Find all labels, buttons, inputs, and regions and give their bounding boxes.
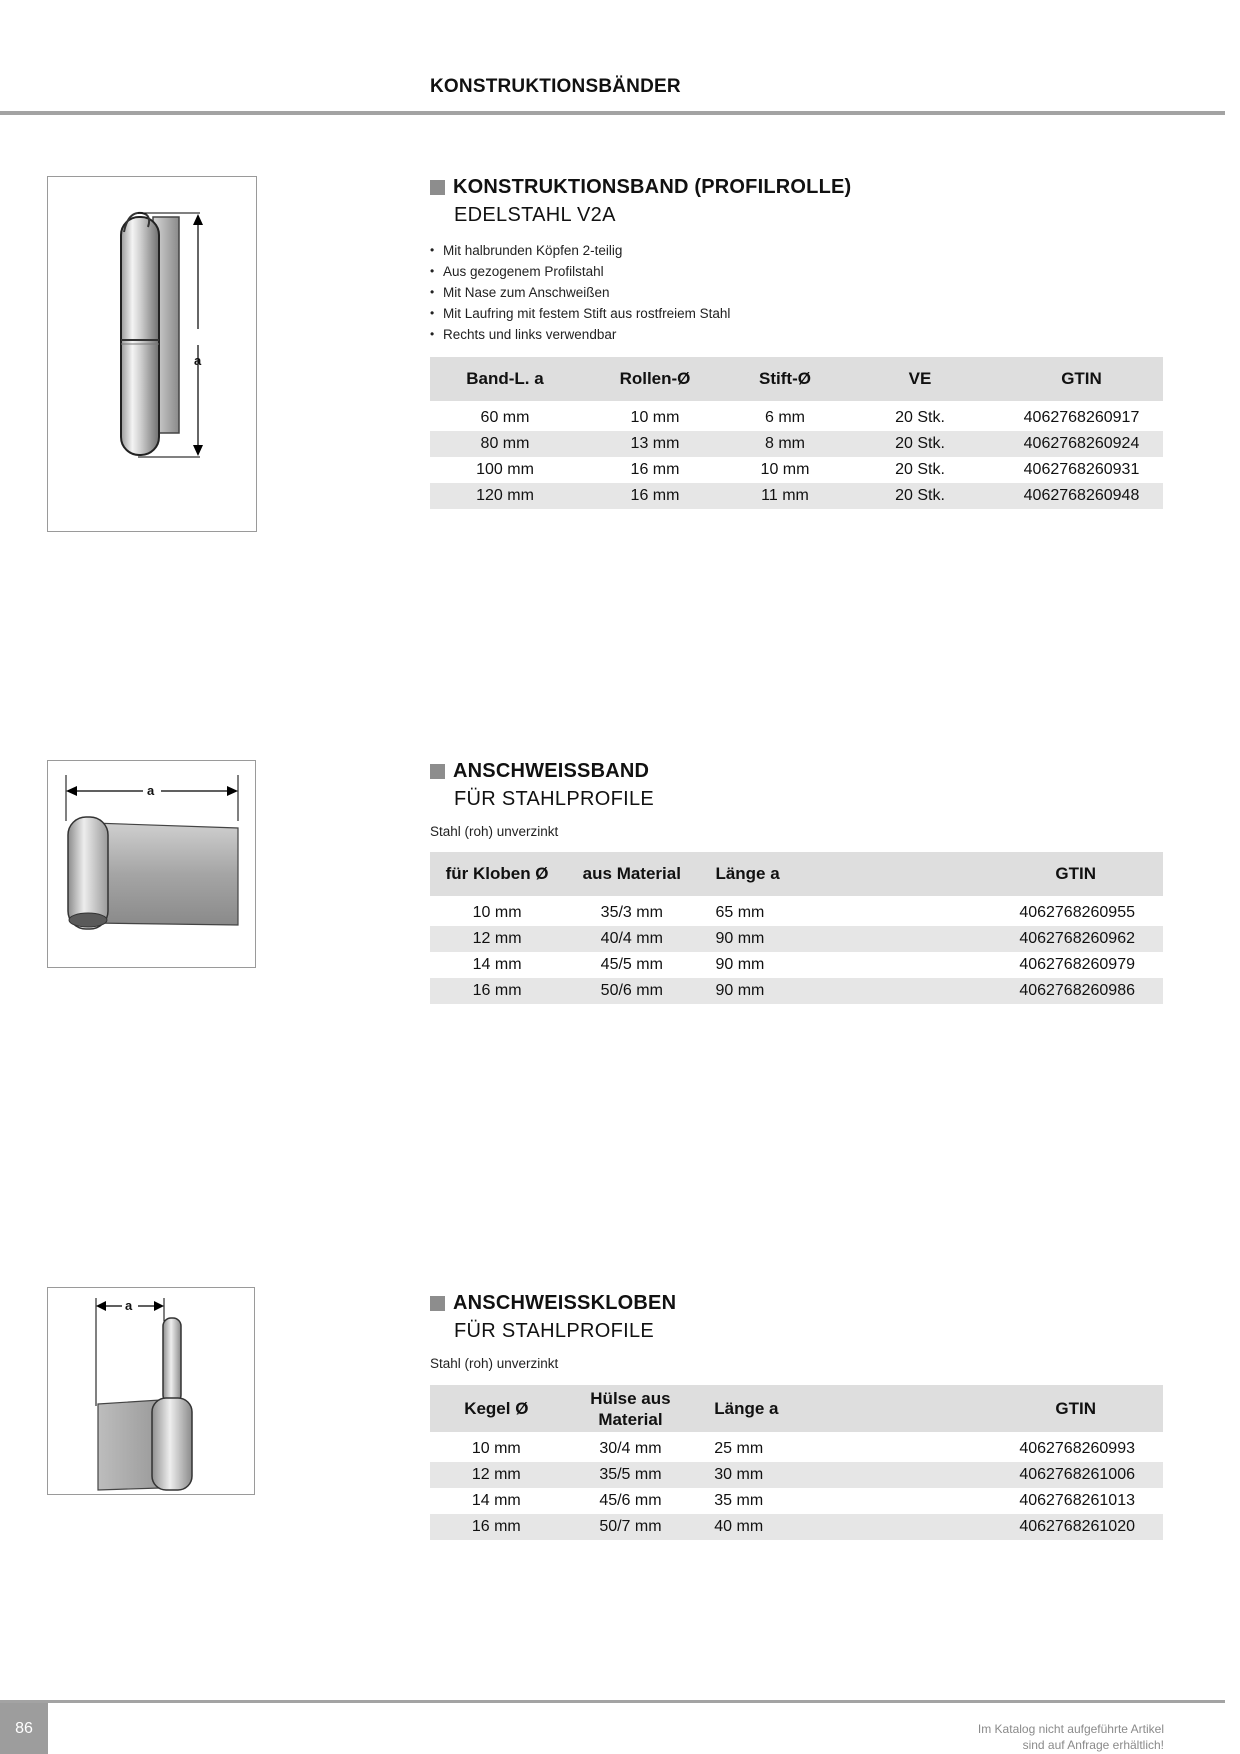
- table-cell: 8 mm: [730, 431, 840, 457]
- table-cell: 50/7 mm: [563, 1514, 699, 1540]
- list-item: • Rechts und links verwendbar: [430, 324, 1163, 345]
- section-anschweissband: [430, 757, 1163, 1004]
- header-divider: [0, 111, 1225, 115]
- table-row: [430, 1462, 1163, 1488]
- spec-table: [430, 357, 1163, 509]
- table-cell: 30 mm: [698, 1462, 814, 1488]
- column-header: Stift-Ø: [730, 357, 840, 401]
- section-anschweisskloben: [430, 1289, 1163, 1540]
- table-cell: 14 mm: [471, 1492, 521, 1509]
- product-image-konstruktionsband: [47, 176, 257, 532]
- table-cell: 4062768261020: [814, 1514, 1163, 1540]
- table-cell: 60 mm: [480, 409, 530, 426]
- column-header: Hülse aus Material: [563, 1385, 699, 1432]
- footer-note-line: Im Katalog nicht aufgeführte Artikel: [977, 1722, 1164, 1736]
- section-title: ANSCHWEISSKLOBEN: [453, 1291, 677, 1314]
- dimension-label-a: a: [125, 1298, 133, 1313]
- material-note: Stahl (roh) unverzinkt: [430, 824, 559, 839]
- table-cell: 100 mm: [476, 461, 534, 478]
- product-image-anschweissband: [47, 760, 256, 968]
- table-cell: 10 mm: [630, 409, 680, 426]
- table-cell: 120 mm: [430, 483, 580, 509]
- table-cell: 20 Stk.: [840, 483, 1000, 509]
- table-cell: 14 mm: [472, 956, 522, 973]
- table-row: [430, 926, 1163, 952]
- table-cell: 80 mm: [430, 431, 580, 457]
- section-title: ANSCHWEISSBAND: [453, 759, 650, 782]
- table-cell: 10 mm: [472, 904, 522, 921]
- table-cell: 4062768260986: [815, 978, 1163, 1004]
- table-row: [430, 431, 1163, 457]
- table-cell: 90 mm: [699, 978, 815, 1004]
- list-item: • Mit halbrunden Köpfen 2-teilig: [430, 240, 1163, 261]
- table-cell: 10 mm: [471, 1440, 521, 1457]
- table-row: [430, 952, 1163, 978]
- list-item: • Mit Laufring mit festem Stift aus rostfreiem Stahl: [430, 303, 1163, 324]
- table-cell: 35/5 mm: [563, 1462, 699, 1488]
- section-square-marker: [430, 180, 445, 195]
- spec-table: [430, 1385, 1163, 1540]
- section-konstruktionsband: [430, 173, 1163, 509]
- table-cell: 12 mm: [430, 926, 564, 952]
- material-note: Stahl (roh) unverzinkt: [430, 1356, 559, 1371]
- table-cell: 4062768261006: [814, 1462, 1163, 1488]
- table-row: [430, 405, 1163, 431]
- table-row: [430, 483, 1163, 509]
- section-subtitle: EDELSTAHL V2A: [454, 204, 616, 226]
- table-row: [430, 1436, 1163, 1462]
- column-header: GTIN: [814, 1385, 1163, 1432]
- page-number: 86: [0, 1703, 48, 1754]
- column-header: Kegel Ø: [430, 1385, 563, 1432]
- table-cell: 4062768261013: [1019, 1492, 1135, 1509]
- table-cell: 20 Stk.: [840, 431, 1000, 457]
- table-row: [430, 1514, 1163, 1540]
- section-subtitle: FÜR STAHLPROFILE: [454, 1320, 655, 1342]
- table-cell: 20 Stk.: [895, 409, 945, 426]
- table-cell: 20 Stk.: [895, 461, 945, 478]
- table-cell: 4062768260917: [1023, 409, 1140, 426]
- table-cell: 4062768260962: [815, 926, 1163, 952]
- table-row: [430, 1488, 1163, 1514]
- column-header: Länge a: [698, 1385, 814, 1432]
- table-cell: 16 mm: [430, 978, 564, 1004]
- footer-note: [978, 1721, 1164, 1753]
- table-cell: 30/4 mm: [599, 1440, 662, 1457]
- dimension-label-a: a: [147, 783, 155, 798]
- column-header: Rollen-Ø: [580, 357, 730, 401]
- section-square-marker: [430, 1296, 445, 1311]
- table-cell: 90 mm: [715, 956, 765, 973]
- table-cell: 4062768260924: [1000, 431, 1163, 457]
- table-cell: 90 mm: [699, 926, 815, 952]
- table-cell: 35 mm: [714, 1492, 764, 1509]
- column-header: GTIN: [815, 852, 1163, 896]
- table-cell: 40/4 mm: [564, 926, 699, 952]
- table-cell: 12 mm: [430, 1462, 563, 1488]
- table-cell: 45/5 mm: [600, 956, 663, 973]
- table-cell: 45/6 mm: [599, 1492, 662, 1509]
- table-cell: 25 mm: [714, 1440, 764, 1457]
- footer-divider: [0, 1700, 1225, 1703]
- table-row: [430, 457, 1163, 483]
- column-header: aus Material: [564, 852, 699, 896]
- column-header: für Kloben Ø: [430, 852, 564, 896]
- table-cell: 16 mm: [430, 1514, 563, 1540]
- list-item: • Mit Nase zum Anschweißen: [430, 282, 1163, 303]
- section-subtitle: FÜR STAHLPROFILE: [454, 788, 655, 810]
- feature-list: [430, 240, 1163, 345]
- product-image-anschweisskloben: [47, 1287, 255, 1495]
- table-cell: 6 mm: [765, 409, 805, 426]
- column-header: Band-L. a: [430, 357, 580, 401]
- table-row: [430, 978, 1163, 1004]
- table-cell: 65 mm: [715, 904, 765, 921]
- table-cell: 11 mm: [730, 483, 840, 509]
- table-cell: 16 mm: [630, 461, 680, 478]
- table-cell: 13 mm: [580, 431, 730, 457]
- section-square-marker: [430, 764, 445, 779]
- table-cell: 40 mm: [698, 1514, 814, 1540]
- dimension-label-a: a: [194, 353, 202, 368]
- table-cell: 4062768260948: [1000, 483, 1163, 509]
- section-title: KONSTRUKTIONSBAND (PROFILROLLE): [453, 175, 852, 198]
- spec-table: [430, 852, 1163, 1004]
- page-header-title: KONSTRUKTIONSBÄNDER: [430, 76, 681, 97]
- table-cell: 4062768260955: [1019, 904, 1135, 921]
- table-cell: 10 mm: [760, 461, 810, 478]
- table-row: [430, 900, 1163, 926]
- column-header: GTIN: [1000, 357, 1163, 401]
- table-cell: 35/3 mm: [600, 904, 663, 921]
- column-header: VE: [840, 357, 1000, 401]
- table-cell: 16 mm: [580, 483, 730, 509]
- list-item: • Aus gezogenem Profilstahl: [430, 261, 1163, 282]
- table-cell: 50/6 mm: [564, 978, 699, 1004]
- table-cell: 4062768260931: [1023, 461, 1140, 478]
- column-header: Länge a: [699, 852, 815, 896]
- footer-note-line: sind auf Anfrage erhältlich!: [1022, 1738, 1164, 1752]
- table-cell: 4062768260993: [1019, 1440, 1135, 1457]
- table-cell: 4062768260979: [1019, 956, 1135, 973]
